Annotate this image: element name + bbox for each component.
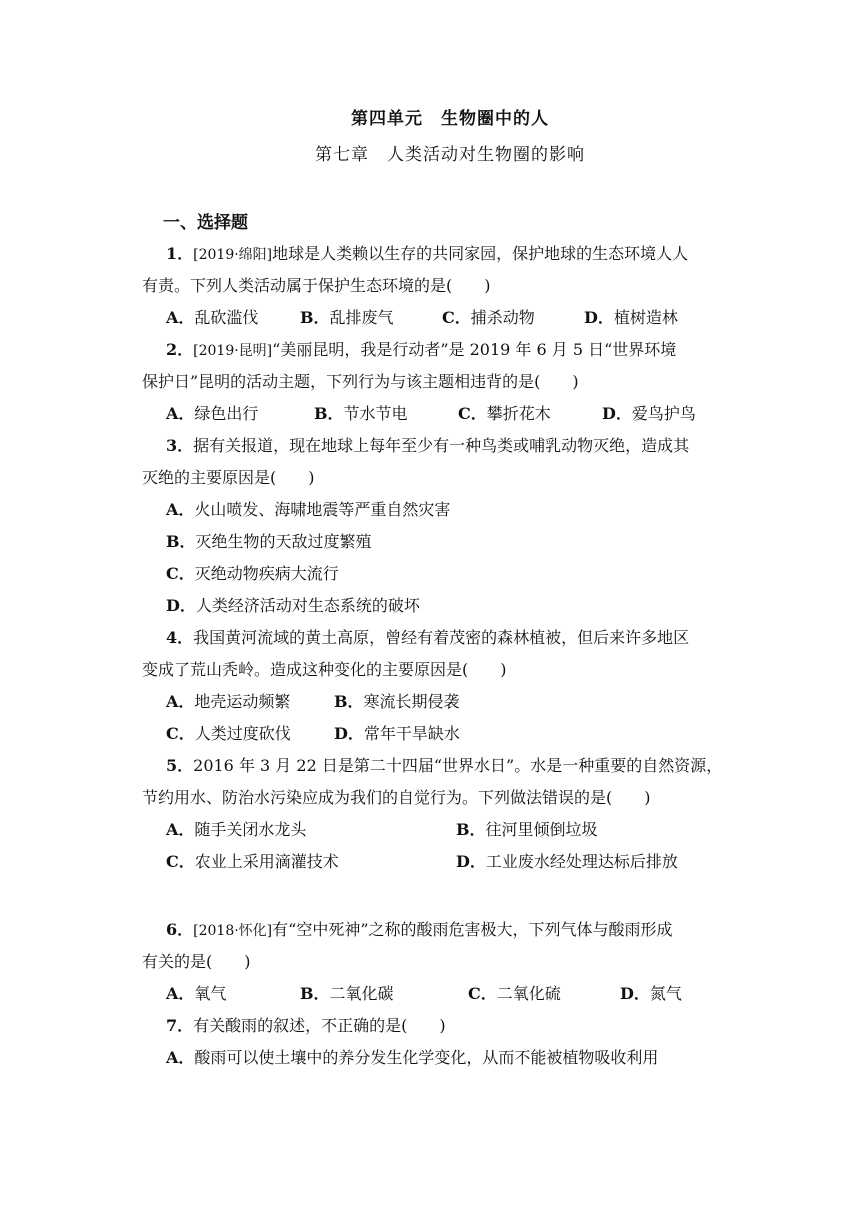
option-b: B．灭绝生物的天敌过度繁殖	[166, 532, 372, 551]
option-b: B．乱排废气	[300, 308, 394, 327]
question-2	[142, 334, 742, 430]
option-a: A．氧气	[166, 984, 227, 1003]
question-6	[142, 914, 742, 1010]
question-stem-line: 有责。下列人类活动属于保护生态环境的是( )	[142, 276, 491, 295]
question-stem-line: 节约用水、防治水污染应成为我们的自觉行为。下列做法错误的是( )	[142, 788, 651, 807]
question-5	[142, 750, 742, 878]
option-row	[142, 978, 742, 1010]
question-4	[142, 622, 742, 750]
question-stem-line: 灭绝的主要原因是( )	[142, 468, 315, 487]
option-c: C．二氧化硫	[468, 984, 561, 1003]
option-a: A．酸雨可以使土壤中的养分发生化学变化，从而不能被植物吸收利用	[166, 1048, 659, 1067]
option-b: B．二氧化碳	[300, 984, 394, 1003]
question-stem-line: 5．2016 年 3 月 22 日是第二十四届“世界水日”。水是一种重要的自然资源，	[166, 756, 723, 775]
option-c: C．农业上采用滴灌技术	[166, 852, 339, 871]
option-row	[142, 718, 742, 750]
option-d: D．植树造林	[584, 308, 678, 327]
source-tag: [2018·怀化]	[193, 923, 273, 939]
question-number: 5．	[166, 756, 194, 775]
question-number: 2．	[166, 340, 194, 359]
option-d: D．工业废水经处理达标后排放	[456, 852, 678, 871]
question-stem-line: 保护日”昆明的活动主题，下列行为与该主题相违背的是( )	[142, 372, 579, 391]
option-d: D．氮气	[620, 984, 682, 1003]
question-7	[142, 1010, 742, 1074]
unit-title: 第四单元 生物圈中的人	[351, 109, 549, 129]
chapter-title: 第七章 人类活动对生物圈的影响	[315, 145, 585, 165]
question-stem-line: 1．[2019·绵阳]地球是人类赖以生存的共同家园，保护地球的生态环境人人	[166, 244, 689, 263]
option-b: B．寒流长期侵袭	[334, 692, 460, 711]
question-number: 1．	[166, 244, 194, 263]
question-number: 7．	[166, 1016, 194, 1035]
option-row	[142, 686, 742, 718]
option-a: A．乱砍滥伐	[166, 308, 259, 327]
question-stem-line: 6．[2018·怀化]有“空中死神”之称的酸雨危害极大，下列气体与酸雨形成	[166, 920, 673, 939]
spacer	[142, 878, 742, 914]
option-a: A．随手关闭水龙头	[166, 820, 307, 839]
option-row	[142, 398, 742, 430]
question-number: 3．	[166, 436, 194, 455]
question-stem-line: 3．据有关报道，现在地球上每年至少有一种鸟类或哺乳动物灭绝，造成其	[166, 436, 690, 455]
option-b: B．节水节电	[314, 404, 408, 423]
option-c: C．攀折花木	[458, 404, 551, 423]
option-c: C．灭绝动物疾病大流行	[166, 564, 339, 583]
question-stem-line: 有关的是( )	[142, 952, 251, 971]
option-d: D．爱鸟护鸟	[602, 404, 696, 423]
option-row	[142, 814, 742, 846]
option-a: A．火山喷发、海啸地震等严重自然灾害	[166, 500, 451, 519]
question-number: 6．	[166, 920, 194, 939]
option-row	[142, 846, 742, 878]
option-row	[142, 302, 742, 334]
question-number: 4．	[166, 628, 194, 647]
option-b: B．往河里倾倒垃圾	[456, 820, 598, 839]
source-tag: [2019·绵阳]	[193, 247, 273, 263]
question-stem-line: 变成了荒山秃岭。造成这种变化的主要原因是( )	[142, 660, 507, 679]
question-1	[142, 238, 742, 334]
question-list	[142, 238, 742, 1074]
question-stem-line: 2．[2019·昆明]“美丽昆明，我是行动者”是 2019 年 6 月 5 日“世界环境	[166, 340, 677, 359]
source-tag: [2019·昆明]	[193, 343, 273, 359]
option-d: D．人类经济活动对生态系统的破坏	[166, 596, 420, 615]
option-c: C．人类过度砍伐	[166, 724, 291, 743]
question-3	[142, 430, 742, 622]
option-c: C．捕杀动物	[442, 308, 535, 327]
section-title: 一、选择题	[163, 213, 248, 233]
option-a: A．绿色出行	[166, 404, 259, 423]
option-a: A．地壳运动频繁	[166, 692, 291, 711]
question-stem-line: 4．我国黄河流域的黄土高原，曾经有着茂密的森林植被，但后来许多地区	[166, 628, 690, 647]
question-stem-line: 7．有关酸雨的叙述，不正确的是( )	[166, 1016, 446, 1035]
option-d: D．常年干旱缺水	[334, 724, 460, 743]
